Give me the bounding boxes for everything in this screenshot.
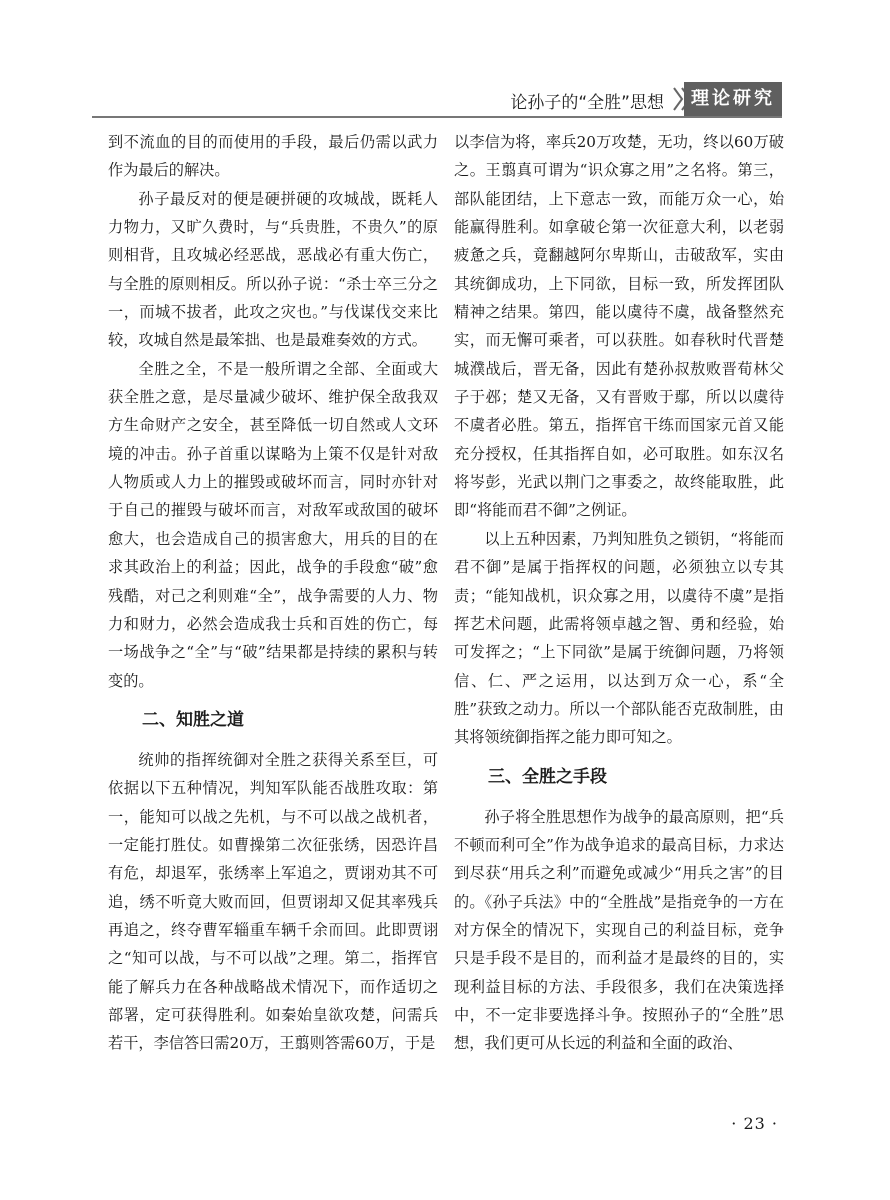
paragraph: 孙子最反对的便是硬拼硬的攻城战，既耗人力物力，又旷久费时，与“兵贵胜，不贵久”的原则相背，且攻城必经恶战，恶战必有重大伤亡，与全胜的原则相反。所以孙子说：“杀士卒三分之一，而城不拔者，此攻之灾也。”与伐谋伐交来比较，攻城自然是最笨拙、也是最难奏效的方式。 bbox=[108, 189, 438, 350]
section-heading: 三、全胜之手段 bbox=[488, 766, 607, 787]
page-number: · 23 · bbox=[731, 1114, 778, 1133]
paragraph: 全胜之全，不是一般所谓之全部、全面或大获全胜之意，是尽量减少破坏、维护保全敌我双方生命财产之安全，甚至降低一切自然或人文环境的冲击。孙子首重以谋略为上策不仅是针对敌人物质或人力上的摧毁或破坏而言，同时亦针对于自己的摧毁与破坏而言，对敌军或敌国的破坏愈大，也会造成自己的损害愈大，用兵的目的在求其政治上的利益；因此，战争的手段愈“破”愈残酷，对己之利则难“全”，战争需要的人力、物力和财力，必然会造成我士兵和百姓的伤亡，每一场战争之“全”与“破”结果都是持续的累积与转变的。 bbox=[108, 359, 438, 690]
right-column bbox=[454, 128, 784, 1058]
header-divider bbox=[92, 116, 782, 118]
left-column bbox=[108, 128, 438, 1058]
section-heading: 二、知胜之道 bbox=[142, 709, 244, 730]
running-header-title: 论孙子的“全胜”思想 bbox=[510, 93, 664, 113]
paragraph: 到不流血的目的而使用的手段，最后仍需以武力作为最后的解决。 bbox=[108, 133, 438, 180]
paragraph: 以李信为将，率兵20万攻楚，无功，终以60万破之。王翦真可谓为“识众寡之用”之名将。第三，部队能团结，上下意志一致，而能万众一心，始能赢得胜利。如拿破仑第一次征意大利，以老弱疲惫之兵，竟翻越阿尔卑斯山，击破敌军，实由其统御成功，上下同欲，目标一致，所发挥团队精神之结果。第四，能以虞待不虞，战备整然充实，而无懈可乘者，可以获胜。如春秋时代晋楚城濮战后，晋无备，因此有楚孙叔敖败晋荀林父子于邲；楚又无备，又有晋败于鄢，所以以虞待不虞者必胜。第五，指挥官干练而国家元首又能充分授权，任其指挥自如，必可取胜。如东汉名将岑彭，光武以荆门之事委之，故终能取胜，此即“将能而君不御”之例证。 bbox=[454, 133, 784, 520]
paragraph: 统帅的指挥统御对全胜之获得关系至巨，可依据以下五种情况，判知军队能否战胜攻取：第一，能知可以战之先机，与不可以战之战机者，一定能打胜仗。如曹操第二次征张绣，因恐许昌有危，却退军，张绣率上军追之，贾诩劝其不可追，绣不听竟大败而回，但贾诩却又促其率残兵再追之，终夺曹军辎重车辆千余而回。此即贾诩之“知可以战，与不可以战”之理。第二，指挥官能了解兵力在各种战略战术情况下，而作适切之部署，定可获得胜利。如秦始皇欲攻楚，问需兵若干，李信答曰需20万，王翦则答需60万，于是 bbox=[108, 750, 438, 1053]
section-badge: 理论研究 bbox=[684, 82, 782, 116]
paragraph: 孙子将全胜思想作为战争的最高原则，把“兵不顿而利可全”作为战争追求的最高目标，力求达到尽获“用兵之利”而避免或减少“用兵之害”的目的。《孙子兵法》中的“全胜战”是指竞争的一方在对方保全的情况下，实现自己的利益目标，竞争只是手段不是目的，而利益才是最终的目的，实现利益目标的方法、手段很多，我们在决策选择中，不一定非要选择斗争。按照孙子的“全胜”思想，我们更可从长远的利益和全面的政治、 bbox=[454, 807, 784, 1053]
paragraph: 以上五种因素，乃判知胜负之锁钥，“将能而君不御”是属于指挥权的问题，必须独立以专其责；“能知战机，识众寡之用，以虞待不虞”是指挥艺术问题，此需将领卓越之智、勇和经验，始可发挥之；“上下同欲”是属于统御问题，乃将领信、仁、严之运用，以达到万众一心，系“全胜”获致之动力。所以一个部队能否克敌制胜，由其将领统御指挥之能力即可知之。 bbox=[454, 529, 784, 747]
running-header bbox=[92, 82, 782, 116]
